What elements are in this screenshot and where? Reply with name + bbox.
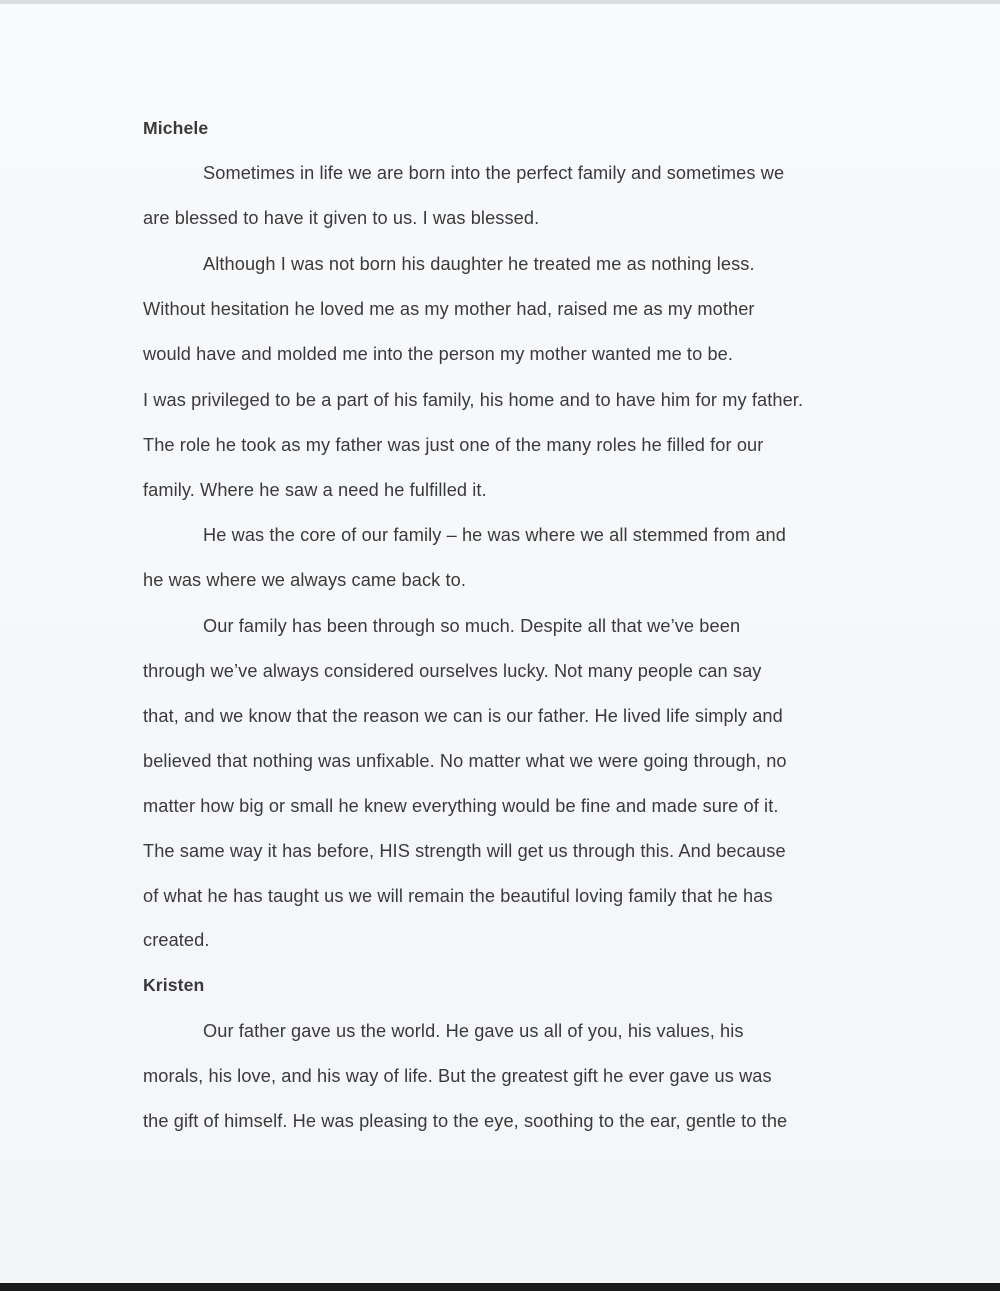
paragraph-line: created. [143,930,210,950]
paragraph-line: would have and molded me into the person my mother wanted me to be. [143,344,734,364]
paragraph-line: He was the core of our family – he was where we all stemmed from and [203,525,786,545]
paragraph-line: The role he took as my father was just one of the many roles he filled for our [143,435,764,455]
paragraph-line: through we’ve always considered ourselves lucky. Not many people can say [143,661,762,681]
paragraph-line: the gift of himself. He was pleasing to the eye, soothing to the ear, gentle to the [143,1111,788,1131]
scan-bottom-edge [0,1283,1000,1291]
paragraph-line: matter how big or small he knew everything would be fine and made sure of it. [143,796,779,816]
page-top-edge [0,0,1000,4]
paragraph-line: family. Where he saw a need he fulfilled it. [143,480,487,500]
paragraph-line: morals, his love, and his way of life. But the greatest gift he ever gave us was [143,1066,772,1086]
paragraph-line: believed that nothing was unfixable. No matter what we were going through, no [143,751,787,771]
heading-kristen: Kristen [143,975,205,995]
paragraph-line: Our family has been through so much. Despite all that we’ve been [203,616,741,636]
paragraph-line: Although I was not born his daughter he treated me as nothing less. [203,254,755,274]
paragraph-line: are blessed to have it given to us. I was blessed. [143,208,540,228]
paragraph-line: The same way it has before, HIS strength will get us through this. And because [143,841,786,861]
paragraph-line: Without hesitation he loved me as my mother had, raised me as my mother [143,299,755,319]
paragraph-line: Sometimes in life we are born into the perfect family and sometimes we [203,163,785,183]
heading-michele: Michele [143,118,209,138]
paragraph-line: Our father gave us the world. He gave us all of you, his values, his [203,1021,744,1041]
paragraph-line: of what he has taught us we will remain the beautiful loving family that he has [143,886,773,906]
paragraph-line: I was privileged to be a part of his family, his home and to have him for my father. [143,390,804,410]
paragraph-line: that, and we know that the reason we can is our father. He lived life simply and [143,706,783,726]
paragraph-line: he was where we always came back to. [143,570,467,590]
